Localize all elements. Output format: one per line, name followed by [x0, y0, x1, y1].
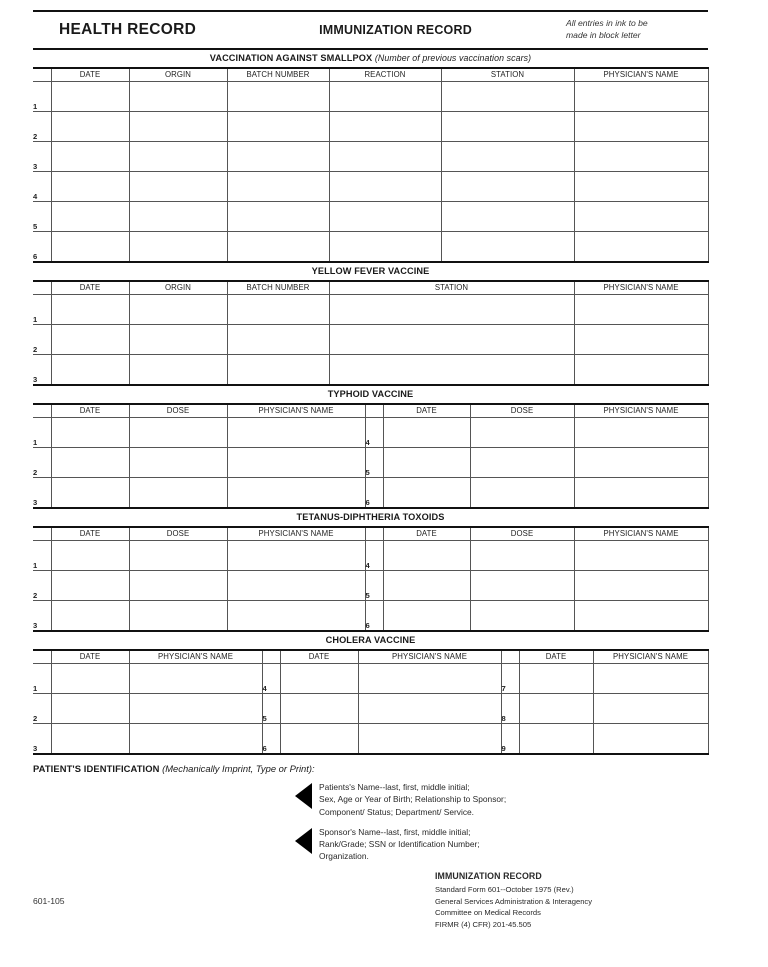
smallpox-cell-station-3[interactable] [441, 142, 574, 172]
cholera-header-date-left: DATE [51, 650, 129, 664]
smallpox-cell-reaction-3[interactable] [329, 142, 441, 172]
smallpox-cell-orgin-1[interactable] [129, 82, 227, 112]
yellow-fever-rownum-3: 3 [33, 355, 51, 386]
table-row [33, 724, 708, 755]
cholera-header-rownum-mid [262, 650, 280, 664]
cholera-cell-physician-8[interactable] [593, 694, 708, 724]
yellow-fever-cell-physician-1[interactable] [574, 295, 708, 325]
cholera-header-rownum-right [501, 650, 519, 664]
yellow-fever-header-physicians-name: PHYSICIAN'S NAME [574, 281, 708, 295]
typhoid-cell-physician-3[interactable] [227, 478, 365, 509]
cholera-rownum-2: 2 [33, 694, 51, 724]
tetanus-cell-dose-6[interactable] [470, 601, 574, 632]
table-row [33, 571, 708, 601]
yellow-fever-section-title: YELLOW FEVER VACCINE [311, 266, 430, 277]
yellow-fever-header-station: STATION [329, 281, 574, 295]
smallpox-cell-physician-1[interactable] [574, 82, 708, 112]
tetanus-header-rownum-left [33, 527, 51, 541]
table-row [33, 325, 708, 355]
smallpox-header-station: STATION [441, 68, 574, 82]
yellow-fever-header-date: DATE [51, 281, 129, 295]
yellow-fever-cell-station-3[interactable] [329, 355, 574, 386]
smallpox-cell-batch-4[interactable] [227, 172, 329, 202]
smallpox-cell-orgin-3[interactable] [129, 142, 227, 172]
typhoid-header-rownum-left [33, 404, 51, 418]
tetanus-header-physicians-name-left: PHYSICIAN'S NAME [227, 527, 365, 541]
form-metadata-title: IMMUNIZATION RECORD [435, 871, 542, 882]
cholera-cell-date-9[interactable] [519, 724, 593, 755]
yellow-fever-rownum-2: 2 [33, 325, 51, 355]
smallpox-rownum-1: 1 [33, 82, 51, 112]
smallpox-cell-physician-5[interactable] [574, 202, 708, 232]
table-row [33, 541, 708, 571]
smallpox-header-date: DATE [51, 68, 129, 82]
smallpox-header-row [33, 68, 708, 82]
health-record-title-cell [33, 12, 233, 48]
yellow-fever-header-batch-number: BATCH NUMBER [227, 281, 329, 295]
tetanus-cell-physician-6[interactable] [574, 601, 708, 632]
typhoid-cell-dose-2[interactable] [129, 448, 227, 478]
cholera-header-physicians-name-left: PHYSICIAN'S NAME [129, 650, 262, 664]
typhoid-cell-physician-6[interactable] [574, 478, 708, 509]
patient-imprint-line-3: Component/ Status; Department/ Service. [319, 806, 475, 817]
yellow-fever-cell-orgin-1[interactable] [129, 295, 227, 325]
typhoid-table-body [33, 418, 708, 509]
typhoid-rownum-3: 3 [33, 478, 51, 509]
health-record-title: HEALTH RECORD [59, 21, 197, 38]
tetanus-rownum-5: 5 [365, 571, 383, 601]
sponsor-imprint-line-3: Organization. [319, 851, 369, 862]
typhoid-rownum-4: 4 [365, 418, 383, 448]
cholera-cell-date-2[interactable] [51, 694, 129, 724]
smallpox-cell-date-4[interactable] [51, 172, 129, 202]
tetanus-header-rownum-right [365, 527, 383, 541]
cholera-cell-physician-7[interactable] [593, 664, 708, 694]
cholera-cell-physician-5[interactable] [358, 694, 501, 724]
form-code: 601-105 [33, 896, 65, 907]
yellow-fever-cell-date-1[interactable] [51, 295, 129, 325]
form-header [33, 10, 708, 50]
smallpox-cell-date-1[interactable] [51, 82, 129, 112]
tetanus-section-title: TETANUS-DIPHTHERIA TOXOIDS [296, 512, 445, 523]
tetanus-cell-date-2[interactable] [51, 571, 129, 601]
typhoid-cell-dose-6[interactable] [470, 478, 574, 509]
typhoid-section-banner [33, 386, 708, 403]
tetanus-section-banner [33, 509, 708, 526]
smallpox-header-reaction: REACTION [329, 68, 441, 82]
cholera-cell-date-1[interactable] [51, 664, 129, 694]
yellow-fever-cell-batch-2[interactable] [227, 325, 329, 355]
smallpox-cell-physician-3[interactable] [574, 142, 708, 172]
yellow-fever-rownum-1: 1 [33, 295, 51, 325]
patient-imprint-lines [319, 781, 506, 818]
tetanus-table-body [33, 541, 708, 632]
tetanus-header-dose-left: DOSE [129, 527, 227, 541]
tetanus-cell-dose-3[interactable] [129, 601, 227, 632]
smallpox-section-title: VACCINATION AGAINST SMALLPOX [209, 53, 373, 63]
cholera-cell-physician-2[interactable] [129, 694, 262, 724]
tetanus-cell-physician-5[interactable] [574, 571, 708, 601]
ink-note-cell [558, 12, 708, 48]
smallpox-cell-station-1[interactable] [441, 82, 574, 112]
typhoid-header-date-left: DATE [51, 404, 129, 418]
smallpox-cell-orgin-4[interactable] [129, 172, 227, 202]
cholera-cell-physician-1[interactable] [129, 664, 262, 694]
tetanus-rownum-2: 2 [33, 571, 51, 601]
yellow-fever-cell-orgin-2[interactable] [129, 325, 227, 355]
typhoid-cell-date-2[interactable] [51, 448, 129, 478]
typhoid-cell-dose-3[interactable] [129, 478, 227, 509]
typhoid-header-physicians-name-left: PHYSICIAN'S NAME [227, 404, 365, 418]
cholera-rownum-8: 8 [501, 694, 519, 724]
yellow-fever-cell-date-2[interactable] [51, 325, 129, 355]
patient-identification-label: PATIENT'S IDENTIFICATION [33, 763, 160, 775]
smallpox-header-rownum [33, 68, 51, 82]
smallpox-header-physicians-name: PHYSICIAN'S NAME [574, 68, 708, 82]
smallpox-section-subtitle: (Number of previous vaccination scars) [374, 53, 532, 63]
smallpox-cell-physician-4[interactable] [574, 172, 708, 202]
smallpox-cell-station-5[interactable] [441, 202, 574, 232]
cholera-cell-date-8[interactable] [519, 694, 593, 724]
typhoid-rownum-5: 5 [365, 448, 383, 478]
tetanus-rownum-6: 6 [365, 601, 383, 632]
cholera-rownum-3: 3 [33, 724, 51, 755]
smallpox-cell-batch-3[interactable] [227, 142, 329, 172]
typhoid-rownum-1: 1 [33, 418, 51, 448]
smallpox-cell-batch-5[interactable] [227, 202, 329, 232]
typhoid-cell-physician-4[interactable] [574, 418, 708, 448]
smallpox-cell-date-5[interactable] [51, 202, 129, 232]
patient-imprint-line-1: Patients's Name--last, first, middle initial; [319, 782, 470, 793]
smallpox-cell-reaction-4[interactable] [329, 172, 441, 202]
cholera-rownum-4: 4 [262, 664, 280, 694]
sponsor-imprint-lines [319, 826, 480, 863]
smallpox-cell-station-4[interactable] [441, 172, 574, 202]
tetanus-cell-date-4[interactable] [383, 541, 470, 571]
smallpox-header-orgin: ORGIN [129, 68, 227, 82]
yellow-fever-header-rownum [33, 281, 51, 295]
tetanus-cell-date-1[interactable] [51, 541, 129, 571]
typhoid-cell-date-4[interactable] [383, 418, 470, 448]
typhoid-table [33, 403, 709, 509]
smallpox-cell-physician-6[interactable] [574, 232, 708, 263]
yellow-fever-table [33, 280, 709, 386]
tetanus-rownum-1: 1 [33, 541, 51, 571]
cholera-header-rownum-left [33, 650, 51, 664]
smallpox-cell-orgin-6[interactable] [129, 232, 227, 263]
cholera-cell-physician-3[interactable] [129, 724, 262, 755]
yellow-fever-table-body [33, 295, 708, 386]
typhoid-header-physicians-name-right: PHYSICIAN'S NAME [574, 404, 708, 418]
tetanus-header-date-right: DATE [383, 527, 470, 541]
cholera-table-body [33, 664, 708, 755]
cholera-header-date-mid: DATE [280, 650, 358, 664]
tetanus-header-row [33, 527, 708, 541]
tetanus-cell-dose-1[interactable] [129, 541, 227, 571]
tetanus-cell-physician-1[interactable] [227, 541, 365, 571]
immunization-record-title: IMMUNIZATION RECORD [319, 23, 472, 37]
form-metadata-line-3: Committee on Medical Records [435, 908, 541, 918]
smallpox-cell-date-3[interactable] [51, 142, 129, 172]
yellow-fever-header-orgin: ORGIN [129, 281, 227, 295]
cholera-cell-date-6[interactable] [280, 724, 358, 755]
typhoid-section-title: TYPHOID VACCINE [327, 389, 414, 400]
typhoid-header-date-right: DATE [383, 404, 470, 418]
form-page [33, 0, 708, 936]
form-metadata-line-4: FIRMR (4) CFR) 201-45.505 [435, 919, 532, 929]
table-row [33, 478, 708, 509]
smallpox-rownum-3: 3 [33, 142, 51, 172]
cholera-header-row [33, 650, 708, 664]
tetanus-cell-dose-5[interactable] [470, 571, 574, 601]
tetanus-cell-dose-2[interactable] [129, 571, 227, 601]
table-row [33, 448, 708, 478]
ink-note-line-1: All entries in ink to be [566, 18, 648, 29]
typhoid-rownum-6: 6 [365, 478, 383, 509]
tetanus-cell-physician-4[interactable] [574, 541, 708, 571]
smallpox-table-body [33, 82, 708, 263]
table-row [33, 601, 708, 632]
smallpox-cell-reaction-1[interactable] [329, 82, 441, 112]
form-footer [33, 870, 708, 936]
tetanus-header-dose-right: DOSE [470, 527, 574, 541]
typhoid-header-dose-right: DOSE [470, 404, 574, 418]
yellow-fever-cell-batch-1[interactable] [227, 295, 329, 325]
cholera-cell-date-4[interactable] [280, 664, 358, 694]
typhoid-header-row [33, 404, 708, 418]
yellow-fever-cell-orgin-3[interactable] [129, 355, 227, 386]
tetanus-cell-dose-4[interactable] [470, 541, 574, 571]
smallpox-rownum-4: 4 [33, 172, 51, 202]
typhoid-cell-dose-5[interactable] [470, 448, 574, 478]
typhoid-cell-physician-1[interactable] [227, 418, 365, 448]
sponsor-imprint-line-1: Sponsor's Name--last, first, middle initial; [319, 826, 471, 837]
cholera-header-physicians-name-mid: PHYSICIAN'S NAME [358, 650, 501, 664]
smallpox-rownum-6: 6 [33, 232, 51, 263]
tetanus-cell-physician-3[interactable] [227, 601, 365, 632]
cholera-header-physicians-name-right: PHYSICIAN'S NAME [593, 650, 708, 664]
patient-identification-section [33, 763, 708, 862]
smallpox-cell-orgin-2[interactable] [129, 112, 227, 142]
tetanus-header-physicians-name-right: PHYSICIAN'S NAME [574, 527, 708, 541]
yellow-fever-header-row [33, 281, 708, 295]
patient-identification-note: (Mechanically Imprint, Type or Print): [162, 763, 315, 775]
smallpox-rownum-5: 5 [33, 202, 51, 232]
typhoid-header-rownum-right [365, 404, 383, 418]
cholera-rownum-5: 5 [262, 694, 280, 724]
smallpox-cell-batch-6[interactable] [227, 232, 329, 263]
yellow-fever-cell-station-1[interactable] [329, 295, 574, 325]
smallpox-table [33, 67, 709, 263]
smallpox-cell-batch-2[interactable] [227, 112, 329, 142]
cholera-cell-physician-6[interactable] [358, 724, 501, 755]
form-metadata-line-2: General Services Administration & Interagency [435, 896, 593, 906]
smallpox-cell-reaction-5[interactable] [329, 202, 441, 232]
patient-imprint-line-2: Sex, Age or Year of Birth; Relationship to Sponsor; [319, 794, 507, 805]
imprint-instructions [295, 781, 708, 862]
cholera-cell-date-3[interactable] [51, 724, 129, 755]
yellow-fever-cell-physician-3[interactable] [574, 355, 708, 386]
smallpox-header-batch-number: BATCH NUMBER [227, 68, 329, 82]
cholera-rownum-1: 1 [33, 664, 51, 694]
tetanus-cell-date-5[interactable] [383, 571, 470, 601]
cholera-section-title: CHOLERA VACCINE [325, 635, 416, 646]
table-row [33, 82, 708, 112]
cholera-section-banner [33, 632, 708, 649]
table-row [33, 418, 708, 448]
smallpox-section-banner [33, 50, 708, 67]
cholera-cell-date-7[interactable] [519, 664, 593, 694]
table-row [33, 142, 708, 172]
sponsor-imprint-row [295, 826, 708, 863]
sponsor-imprint-line-2: Rank/Grade; SSN or Identification Number; [319, 838, 480, 849]
cholera-cell-physician-4[interactable] [358, 664, 501, 694]
immunization-record-title-cell [233, 12, 558, 48]
smallpox-cell-physician-2[interactable] [574, 112, 708, 142]
typhoid-cell-physician-2[interactable] [227, 448, 365, 478]
left-arrow-icon [295, 828, 312, 854]
form-metadata-line-1: Standard Form 601--October 1975 (Rev.) [435, 885, 574, 895]
typhoid-cell-date-1[interactable] [51, 418, 129, 448]
table-row [33, 232, 708, 263]
typhoid-cell-dose-1[interactable] [129, 418, 227, 448]
table-row [33, 295, 708, 325]
yellow-fever-cell-batch-3[interactable] [227, 355, 329, 386]
tetanus-cell-physician-2[interactable] [227, 571, 365, 601]
smallpox-cell-reaction-6[interactable] [329, 232, 441, 263]
patient-imprint-row [295, 781, 708, 818]
table-row [33, 172, 708, 202]
table-row [33, 355, 708, 386]
smallpox-cell-batch-1[interactable] [227, 82, 329, 112]
tetanus-header-date-left: DATE [51, 527, 129, 541]
ink-note-line-2: made in block letter [566, 30, 641, 40]
smallpox-cell-date-2[interactable] [51, 112, 129, 142]
smallpox-cell-date-6[interactable] [51, 232, 129, 263]
typhoid-cell-date-5[interactable] [383, 448, 470, 478]
tetanus-rownum-4: 4 [365, 541, 383, 571]
smallpox-cell-reaction-2[interactable] [329, 112, 441, 142]
smallpox-cell-orgin-5[interactable] [129, 202, 227, 232]
smallpox-rownum-2: 2 [33, 112, 51, 142]
yellow-fever-cell-physician-2[interactable] [574, 325, 708, 355]
table-row [33, 664, 708, 694]
smallpox-cell-station-6[interactable] [441, 232, 574, 263]
tetanus-cell-date-3[interactable] [51, 601, 129, 632]
typhoid-cell-date-6[interactable] [383, 478, 470, 509]
yellow-fever-section-banner [33, 263, 708, 280]
cholera-header-date-right: DATE [519, 650, 593, 664]
cholera-rownum-7: 7 [501, 664, 519, 694]
form-metadata [435, 870, 592, 930]
typhoid-cell-dose-4[interactable] [470, 418, 574, 448]
left-arrow-icon [295, 783, 312, 809]
table-row [33, 694, 708, 724]
cholera-cell-date-5[interactable] [280, 694, 358, 724]
tetanus-rownum-3: 3 [33, 601, 51, 632]
yellow-fever-cell-station-2[interactable] [329, 325, 574, 355]
typhoid-cell-physician-5[interactable] [574, 448, 708, 478]
cholera-rownum-6: 6 [262, 724, 280, 755]
cholera-table [33, 649, 709, 755]
cholera-cell-physician-9[interactable] [593, 724, 708, 755]
cholera-rownum-9: 9 [501, 724, 519, 755]
typhoid-header-dose-left: DOSE [129, 404, 227, 418]
typhoid-rownum-2: 2 [33, 448, 51, 478]
tetanus-table [33, 526, 709, 632]
table-row [33, 112, 708, 142]
table-row [33, 202, 708, 232]
tetanus-cell-date-6[interactable] [383, 601, 470, 632]
yellow-fever-cell-date-3[interactable] [51, 355, 129, 386]
typhoid-cell-date-3[interactable] [51, 478, 129, 509]
smallpox-cell-station-2[interactable] [441, 112, 574, 142]
